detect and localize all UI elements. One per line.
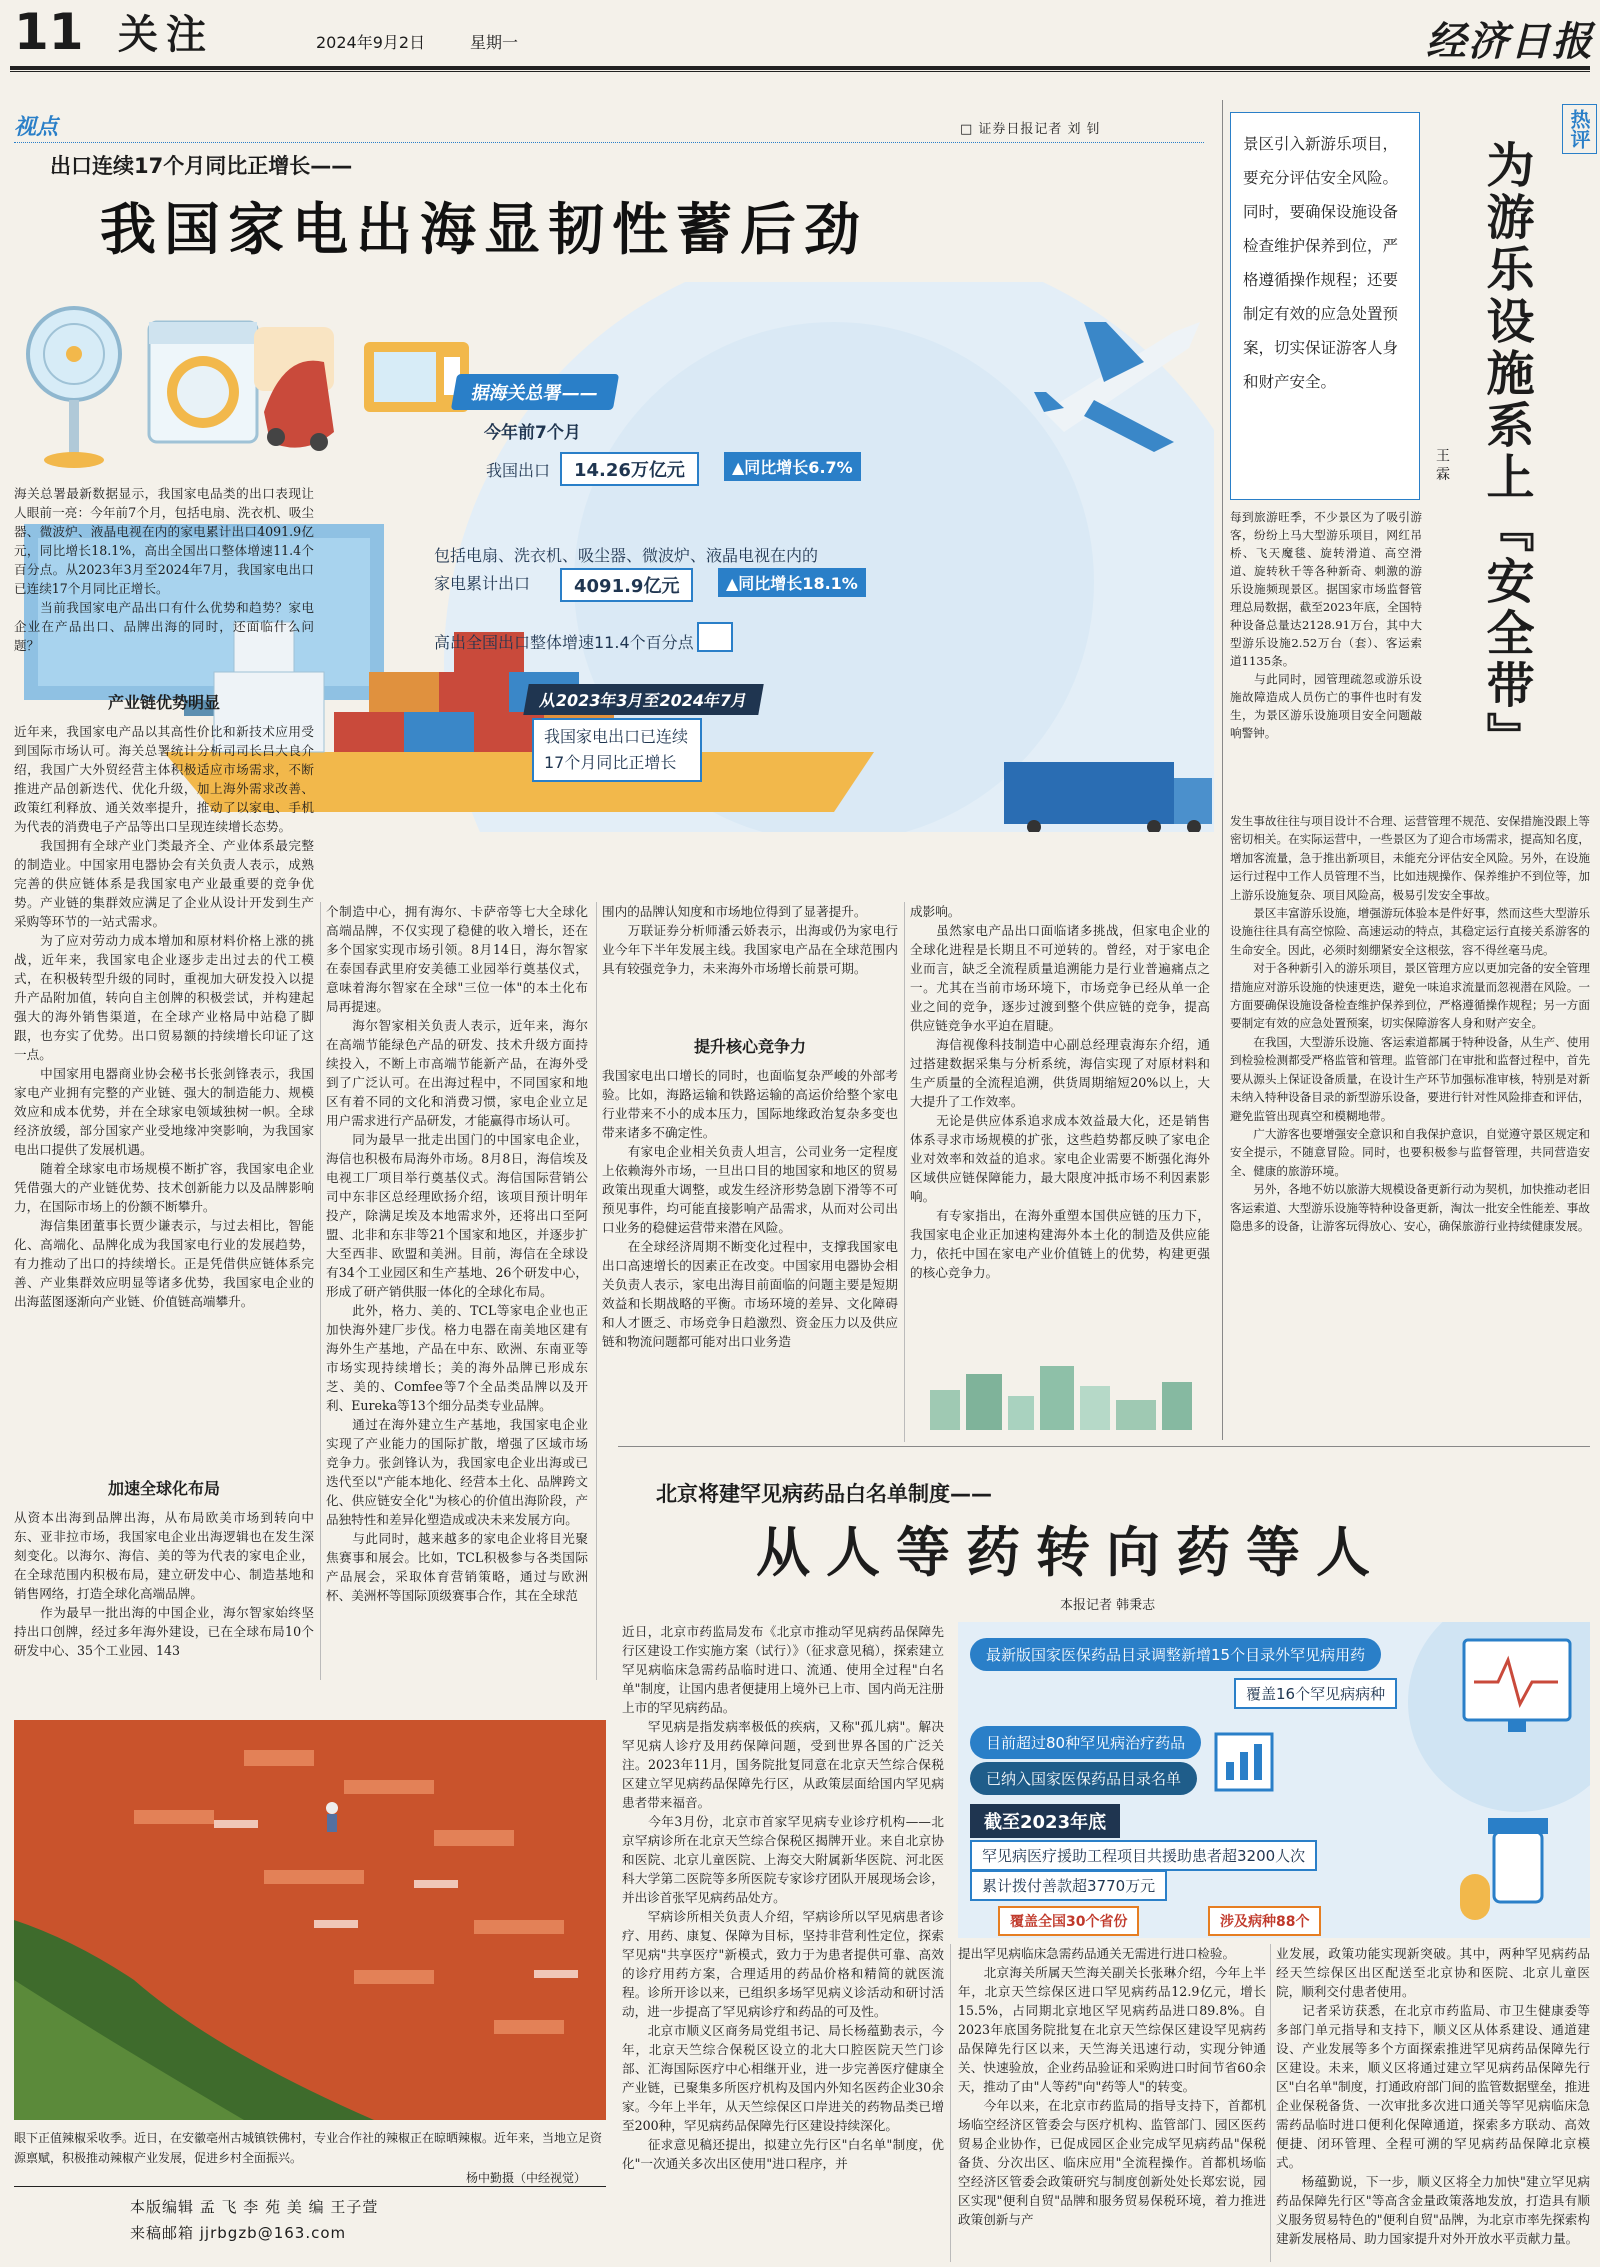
monitor-icon xyxy=(1464,1640,1570,1732)
chart-icon xyxy=(697,622,733,652)
province-coverage-chip: 覆盖全国30个省份 xyxy=(998,1906,1139,1936)
story2-col-a: 近日，北京市药监局发布《北京市推动罕见病药品保障先行区建设工作实施方案（试行）》（征求意见稿），探索建立罕见病临床急需药品临时进口、流通、使用全过程"白名单"制度，让国内患者便捷用上境外已上市、国内尚无注册上市的罕见病药品。 罕见病是指发病率极低的疾病，又称"孤儿病"。解决罕见病人诊疗及用药保障问题，受到世界各国的广泛关注。2023年11月，国务院批复同意在北京天竺综合保税区建立罕见病药品保障先行区，从政策层面给国内罕见病患者带来福音。 今年3月份，北京市首家罕见病专业诊疗机构——北京罕病诊所在北京天竺综合保税区揭牌开业。来自北京协和医院、北京儿童医院、上海交大附属新华医院、河北医科大学第二医院等多所医院专家诊疗团队开展现场会诊，并出诊首张罕见病药品处方。 罕病诊所相关负责人介绍，罕病诊所以罕见病患者诊疗、用药、康复、保障为目标，坚持非营利性定位，探索罕见病"共享医疗"新模式，致力于为患者提供可靠、高效的诊疗用药方案，合理适用的药品价格和精简的就医流程。诊所开诊以来，已组织多场罕见病义诊活动和研讨活动，进一步提高了罕见病诊疗和药品的可及性。 北京市顺义区商务局党组书记、局长杨蕴勤表示，今年，北京天竺综合保税区设立的北大口腔医院天竺门诊部、汇海国际医疗中心相继开业，进一步完善医疗健康全产业链，已聚集多所医疗机构及国内外知名医药企业30余家。今年上半年，从天竺综保区口岸进关的药物品类已增至200种，罕见病药品保障先行区建设持续深化。 征求意见稿还提出，拟建立先行区"白名单"制度，优化"一次通关多次出区使用"进口程序，并 xyxy=(622,1624,944,2171)
rare-disease-infographic xyxy=(958,1622,1590,1938)
commentary-pullquote: 景区引入新游乐项目，要充分评估安全风险。同时，要确保设施设备检查维护保养到位，严格遵循操作规程；还要制定有效的应急处置预案，切实保证游客人身和财产安全。 xyxy=(1243,135,1399,391)
pill-bottle-icon xyxy=(1460,1818,1548,1920)
story1-col-d: 个制造中心，拥有海尔、卡萨帝等七大全球化高端品牌，不仅实现了稳健的收入增长，还在多个国家实现市场引领。8月14日，海尔智家在泰国春武里府安美德工业园举行奠基仪式，意味着海尔智家在全球"三位一体"的本土化布局再提速。 海尔智家相关负责人表示，近年来，海尔在高端节能绿色产品的研发、技术升级方面持续投入，不断上市高端节能新产品，在海外受到了广泛认可。在出海过程中，不同国家和地区有着不同的文化和消费习惯，家电企业立足用户需求进行产品研发，才能赢得市场认可。 同为最早一批走出国门的中国家电企业，海信也积极布局海外市场。8月8日，海信埃及电视工厂项目举行奠基仪式。海信国际营销公司中东非区总经理欧扬介绍，该项目预计明年投产，除满足埃及本地需求外，还将出口至阿盟、北非和东非等21个国家和地区，并逐步扩大至西非、欧盟和美洲。目前，海信在全球设有34个工业园区和生产基地、26个研发中心，形成了研产销供服一体化的全球化布局。 此外，格力、美的、TCL等家电企业也正加快海外建厂步伐。格力电器在南美地区建有海外生产基地，产品在中东、欧洲、东南亚等市场实现持续增长；美的海外品牌已形成东芝、美的、Comfee等7个全品类品牌以及开利、Eureka等13个细分品类专业品牌。 通过在海外建立生产基地，我国家电企业实现了产业能力的国际扩散，增强了区域市场竞争力。张剑锋认为，我国家电企业出海或已迭代至以"产能本地化、经营本土化、品牌跨文化、供应链安全化"为核心的价值出海阶段，产品独特性和差异化塑造成或决未来发展方向。 与此同时，越来越多的家电企业将目光聚焦赛事和展会。比如，TCL积极参与各类国际产品展会，采取体育营销策略，通过与欧洲杯、美洲杯等国际顶级赛事合作，其在全球范 xyxy=(326,904,588,1603)
kicker-label: 视点 xyxy=(14,115,59,140)
appliance-export-label: 包括电扇、洗衣机、吸尘器、微波炉、液晶电视在内的家电累计出口 xyxy=(434,546,819,593)
appliance-export-growth: ▲同比增长18.1% xyxy=(718,568,866,597)
photo-caption xyxy=(14,2128,606,2188)
donation-line: 累计拨付善款超3770万元 xyxy=(970,1870,1167,1901)
commentary-divider xyxy=(1222,100,1223,1440)
page-number: 11 xyxy=(14,3,84,61)
commentary-tag: 热评 xyxy=(1562,104,1597,154)
photo-illustration xyxy=(14,1720,606,2120)
story2-subtitle: 北京将建罕见病药品白名单制度—— xyxy=(656,1482,992,1506)
story1-col-f: 成影响。 虽然家电产品出口面临诸多挑战，但家电企业的全球化进程是长期且不可逆转的。曾经，对于家电企业而言，缺乏全流程质量追溯能力是行业普遍痛点之一。尤其在当前市场环境下，市场竞争已经从单一企业之间的竞争，逐步过渡到整个供应链的竞争，提高供应链竞争水平迫在眉睫。 海信视像科技制造中心副总经理袁海东介绍，通过搭建数据采集与分析系统，海信实现了对原材料和生产质量的全流程追溯，供货周期缩短20%以上，大大提升了工作效率。 无论是供应体系追求成本效益最大化，还是销售体系寻求市场规模的扩张，这些趋势都反映了家电企业对效率和效益的追求。家电企业需要不断强化海外区域供应链保障能力，最大限度冲抵市场不利因素影响。 有专家指出，在海外重塑本国供应链的压力下，我国家电企业正加速构建海外本土化的制造及供应能力，依托中国在家电产业价值链上的优势，构建更强的核心竞争力。 xyxy=(910,904,1210,1280)
commentary-body-top: 每到旅游旺季，不少景区为了吸引游客，纷纷上马大型游乐项目，网红吊桥、飞天魔毯、旋转滑道、高空滑道、旋转秋千等各种新奇、刺激的游乐设施频现景区。据国家市场监督管理总局数据，截至2023年底，全国特种设备总量达2128.91万台，其中大型游乐设施2.52万台（套）、客运索道1135条。 与此同时，园管理疏忽或游乐设施故障造成人员伤亡的事件也时有发生，为景区游乐设施项目安全问题敲响警钟。 xyxy=(1230,510,1422,740)
city-skyline-illustration xyxy=(910,1360,1210,1430)
masthead-rule xyxy=(10,66,1590,70)
medicine-box-icon xyxy=(1216,1734,1272,1790)
fan-icon xyxy=(28,308,120,468)
subhead-supply-chain: 产业链优势明显 xyxy=(107,693,220,712)
subhead-global: 加速全球化布局 xyxy=(107,1479,220,1498)
commentary-author: 王 霖 xyxy=(1434,448,1450,481)
export-total-growth: ▲同比增长6.7% xyxy=(724,452,861,481)
commentary-title: 为游乐设施系上『安全带』 xyxy=(1478,140,1534,764)
story1-headline: 我国家电出海显韧性蓄后劲 xyxy=(100,198,868,263)
section-name: 关注 xyxy=(118,11,214,58)
story1-col-e2: 我国家电出口增长的同时，也面临复杂严峻的外部考验。比如，海路运输和铁路运输的高运价给整个家电行业带来不小的成本压力，国际地缘政治复杂多变也带来诸多不确定性。 有家电企业相关负责人坦言，公司业务一定程度上依赖海外市场，一旦出口目的地国家和地区的贸易政策出现重大调整，或发生经济形势急剧下滑等不可预见事件，均可能直接影响产品需求，从而对公司出口业务的稳健运营带来潜在风险。 在全球经济周期不断变化过程中，支撑我国家电出口高速增长的因素正在改变。中国家用电器协会相关负责人表示，家电出海目前面临的问题主要是短期效益和长期战略的平衡。市场环境的差异、文化障碍和人才匮乏、市场竞争日趋激烈、资金压力以及供应链和物流问题都可能对出口业务造 xyxy=(602,1068,898,1349)
drug-catalog-line: 已纳入国家医保药品目录名单 xyxy=(970,1762,1197,1795)
subhead-competitiveness: 提升核心竞争力 xyxy=(693,1037,806,1056)
story1-col-b: 近年来，我国家电产品以其高性价比和新技术应用受到国际市场认可。海关总署统计分析司司长吕大良介绍，我国广大外贸经营主体积极适应市场需求，不断推进产品创新迭代、优化升级，加上海外需求改善、政策红利释放、通关效率提升，推动了以家电、手机为代表的消费电子产品等出口呈现连续增长态势。 我国拥有全球产业门类最齐全、产业体系最完整的制造业。中国家用电器协会有关负责人表示，成熟完善的供应链体系是我国家电产业最重要的竞争优势。产业链的集群效应满足了企业从设计开发到生产采购等环节的一站式需求。 为了应对劳动力成本增加和原材料价格上涨的挑战，近年来，我国家电企业逐步走出过去的代工模式，在积极转型升级的同时，重视加大研发投入以提升产品附加值，转向自主创牌的积极尝试，并构建起强大的海外销售渠道，在全球产业格局中站稳了脚跟，也夯实了优势。出口贸易额的持续增长印证了这一点。 中国家用电器商业协会秘书长张剑锋表示，我国家电产业拥有完整的产业链、强大的制造能力、规模效应和成本优势，并在全球家电领域独树一帜。全球经济放缓，部分国家产业受地缘冲突影响，为我国家电出口提供了发展机遇。 随着全球家电市场规模不断扩容，我国家电企业凭借强大的产业链优势、技术创新能力以及品牌影响力，在国际市场上的份额不断攀升。 海信集团董事长贾少谦表示，与过去相比，智能化、高端化、品牌化成为我国家电行业的发展趋势，有力推动了出口的持续增长。正是凭借供应链体系完善、产业集群效应明显等诸多优势，我国家电企业的出海蓝图逐渐向产业链、价值链高端攀升。 xyxy=(14,724,314,1309)
export-total-label: 我国出口 xyxy=(486,461,551,480)
catalog-coverage: 覆盖16个罕见病病种 xyxy=(1234,1678,1397,1709)
washing-machine-icon xyxy=(149,322,257,442)
masthead xyxy=(0,0,1600,66)
story2-col-b: 提出罕见病临床急需药品通关无需进行进口检验。 北京海关所属天竺海关副关长张琳介绍，今年上半年，北京天竺综保区进口罕见病药品12.9亿元，增长15.5%，占同期北京地区罕见病药品进口89.8%。自2023年底国务院批复在北京天竺综保区建设罕见病药品保障先行区以来，天竺海关迅速行动，实现分钟通关、快速验放，企业药品验证和采购进口时间节省60余天，推动了由"人等药"向"药等人"的转变。 今年以来，在北京市药监局的指导支持下，首都机场临空经济区管委会与医疗机构、监管部门、园区医药贸易企业协作，已促成园区企业完成罕见病药品"保税备货、分次出区、临床应用"全流程操作。首都机场临空经济区管委会政策研究与制度创新处处长郑宏说，园区实现"便利自贸"品牌和服务贸易保税环境，着力推进政策创新与产 xyxy=(958,1946,1266,2227)
chili-drying-photo xyxy=(14,1720,606,2120)
issue-date: 2024年9月2日 xyxy=(316,33,426,52)
infographic-banner: 据海关总署—— xyxy=(451,374,619,410)
streak-statement: 我国家电出口已连续17个月同比正增长 xyxy=(532,718,702,782)
aid-program-line: 罕见病医疗援助工程项目共援助患者超3200人次 xyxy=(970,1840,1317,1871)
commentary-body-bottom: 发生事故往往与项目设计不合理、运营管理不规范、安保措施没跟上等密切相关。在实际运营中，一些景区为了迎合市场需求，提高知名度，增加客流量，急于推出新项目，未能充分评估安全风险。另外，在设施运行过程中工作人员管理不当，比如违规操作、保养维护不到位等，加上游乐设施复杂、项目风险高，极易引发安全事故。 景区丰富游乐设施，增强游玩体验本是件好事，然而这些大型游乐设施往往具有高空惊险、高速运动的特点，其稳定运行直接关系游客的生命安全。因此，必须时刻绷紧安全这根弦，容不得丝毫马虎。 对于各种新引入的游乐项目，景区管理方应以更加完备的安全管理措施应对游乐设施的快速更迭，避免一味追求流量而忽视潜在风险。一方面要确保设施设备检查维护保养到位，严格遵循操作规程；另一方面要制定有效的应急处置预案，切实保障游客人身和财产安全。 在我国，大型游乐设施、客运索道都属于特种设备，从生产、使用到检验检测都受严格监管和管理。监管部门在审批和监督过程中，首先要从源头上保证设备质量，在设计生产环节加强标准审核，特别是对新未纳入特种设备目录的新型游乐设备，要进行针对性风险排查和评估，避免监管出现真空和模糊地带。 广大游客也要增强安全意识和自我保护意识，自觉遵守景区规定和安全提示，不随意冒险。同时，也要积极参与监督管理，共同营造安全、健康的旅游环境。 另外，各地不妨以旅游大规模设备更新行动为契机，加快推动老旧客运索道、大型游乐设施等特种设备更新，淘汰一批安全性能差、事故隐患多的设备，让游客玩得放心、安心，确保旅游行业持续健康发展。 xyxy=(1230,814,1590,1233)
vacuum-cleaner-icon xyxy=(254,327,334,451)
story1-col-c: 从资本出海到品牌出海，从布局欧美市场到转向中东、亚非拉市场，我国家电企业出海逻辑也在发生深刻变化。以海尔、海信、美的等为代表的家电企业，在全球范围内积极布局，建立研发中心、制造基地和销售网络，打造全球化高端品牌。 作为最早一批出海的中国企业，海尔智家始终坚持出口创牌，经过多年海外建设，已在全球布局10个研发中心、35个工业园、143 xyxy=(14,1510,314,1658)
commentary-pullquote-box xyxy=(1230,112,1420,500)
export-total-value: 14.26万亿元 xyxy=(560,452,699,486)
kicker-rule xyxy=(14,142,1204,143)
streak-period-banner: 从2023年3月至2024年7月 xyxy=(523,684,764,715)
editor-credits: 本版编辑 孟 飞 李 苑 美 编 王子萱 xyxy=(130,2198,379,2216)
story1-subtitle: 出口连续17个月同比正增长—— xyxy=(50,154,353,178)
growth-gap-note: 高出全国出口整体增速11.4个百分点 xyxy=(434,633,694,652)
catalog-update-line: 最新版国家医保药品目录调整新增15个目录外罕见病用药 xyxy=(970,1638,1381,1671)
disease-count-chip: 涉及病种88个 xyxy=(1208,1906,1321,1936)
photo-credit: 杨中勤摄（中经视觉） xyxy=(465,2171,586,2185)
story2-headline: 从人等药转向药等人 xyxy=(756,1520,1386,1584)
infographic-period: 今年前7个月 xyxy=(484,423,581,443)
paper-logo: 经济日报 xyxy=(1426,18,1594,65)
story2-col-c: 业发展，政策功能实现新突破。其中，两种罕见病药品经天竺综保区出区配送至北京协和医院、北京儿童医院，顺利交付患者使用。 记者采访获悉，在北京市药监局、市卫生健康委等多部门单元指导和支持下，顺义区从体系建设、通道建设、产业发展等多个方面探索推进罕见病药品保障先行区建设。未来，顺义区将通过建立罕见病药品保障先行区"白名单"制度，打通政府部门间的监管数据壁垒，推进企业保税备货、一次审批多次进口通关等罕见病临床急需药品临时进口便利化保障通道，探索多方联动、高效便捷、闭环管理、全程可溯的罕见病药品保障北京模式。 杨蕴勤说，下一步，顺义区将全力加快"建立罕见病药品保障先行区"等高含金量政策落地发放，打造具有顺义服务贸易特色的"便利自贸"品牌，为北京市率先探索构建新发展格局、助力国家提升对外开放水平贡献力量。 xyxy=(1276,1946,1590,2246)
drug-count-line: 目前超过80种罕见病治疗药品 xyxy=(970,1726,1201,1759)
story1-col-e: 围内的品牌认知度和市场地位得到了显著提升。 万联证券分析师潘云娇表示，出海或仍为家电行业今年下半年发展主线。我国家电产品在全球范围内具有较强竞争力，未来海外市场增长前景可期。 xyxy=(602,904,898,976)
appliance-export-value: 4091.9亿元 xyxy=(560,568,693,602)
issue-weekday: 星期一 xyxy=(470,33,519,52)
as-of-banner: 截至2023年底 xyxy=(970,1804,1120,1838)
story2-byline: 本报记者 韩秉志 xyxy=(1060,1598,1156,1613)
story1-byline: □ 证券日报记者 刘 钊 xyxy=(960,122,1101,137)
submission-email: 来稿邮箱 jjrbgzb@163.com xyxy=(130,2224,347,2242)
story1-col-a: 海关总署最新数据显示，我国家电品类的出口表现让人眼前一亮：今年前7个月，包括电扇、洗衣机、吸尘器、微波炉、液晶电视在内的家电累计出口4091.9亿元，同比增长18.1%，高出全国出口整体增速11.4个百分点。从2023年3月至2024年7月，我国家电出口已连续17个月同比正增长。 当前我国家电产品出口有什么优势和趋势？家电企业在产品出口、品牌出海的同时，还面临什么问题？ xyxy=(14,486,314,653)
photo-caption-text: 眼下正值辣椒采收季。近日，在安徽亳州古城镇铁佛村，专业合作社的辣椒正在晾晒辣椒。近年来，当地立足资源禀赋，积极推动辣椒产业发展，促进乡村全面振兴。 xyxy=(14,2131,603,2165)
